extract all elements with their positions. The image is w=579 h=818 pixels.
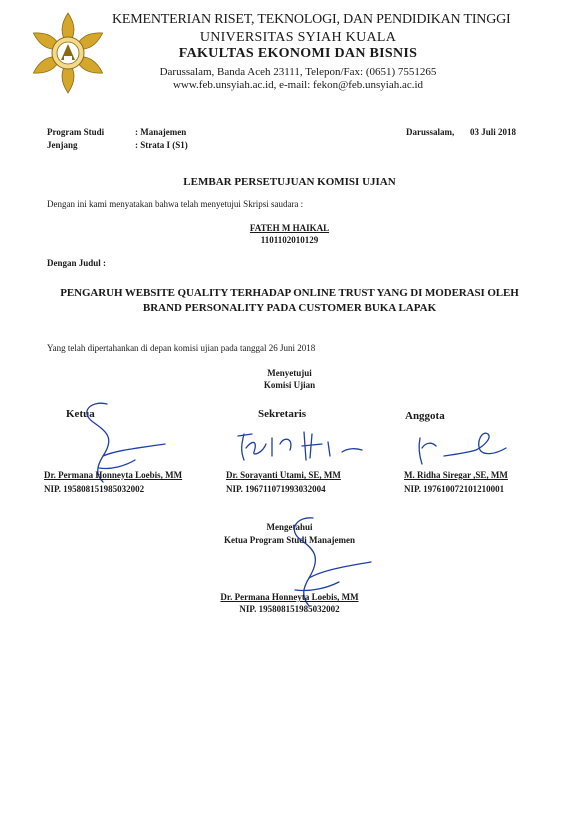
anggota-name: M. Ridha Siregar ,SE, MM	[404, 470, 508, 480]
university-name: UNIVERSITAS SYIAH KUALA	[199, 30, 397, 45]
thesis-title-line1: PENGARUH WEBSITE QUALITY TERHADAP ONLINE TRUST YANG DI MODERASI OLEH	[60, 287, 519, 299]
faculty-name: FAKULTAS EKONOMI DAN BISNIS	[178, 46, 418, 61]
anggota-role: Anggota	[405, 410, 445, 422]
ministry-name: KEMENTERIAN RISET, TEKNOLOGI, DAN PENDIDIKAN TINGGI	[112, 12, 511, 27]
letter-place: Darussalam,	[406, 127, 455, 137]
kaprodi-nip: NIP. 195808151985032002	[239, 604, 340, 614]
faculty-address: Darussalam, Banda Aceh 23111, Telepon/Fax: (0651) 7551265	[159, 66, 437, 78]
sekretaris-signature	[232, 426, 367, 466]
ketua-name: Dr. Permana Honneyta Loebis, MM	[44, 470, 183, 480]
letter-date: 03 Juli 2018	[470, 127, 517, 137]
level-value: : Strata I (S1)	[135, 140, 188, 150]
anggota-nip: NIP. 197610072101210001	[404, 484, 505, 494]
faculty-website: www.feb.unsyiah.ac.id, e-mail: fekon@feb.unsyiah.ac.id	[172, 79, 424, 91]
judul-label: Dengan Judul :	[47, 258, 107, 268]
defended-text: Yang telah dipertahankan di depan komisi ujian pada tanggal 26 Juni 2018	[47, 343, 316, 353]
thesis-title-line2: BRAND PERSONALITY PADA CUSTOMER BUKA LAPAK	[142, 302, 437, 314]
document-title: LEMBAR PERSETUJUAN KOMISI UJIAN	[183, 176, 396, 188]
anggota-signature	[414, 428, 514, 468]
kaprodi-role: Ketua Program Studi Manajemen	[223, 535, 356, 545]
kaprodi-name: Dr. Permana Honneyta Loebis, MM	[220, 592, 359, 602]
sekretaris-name: Dr. Sorayanti Utami, SE, MM	[226, 470, 341, 480]
approve-label: Menyetujui	[267, 368, 312, 378]
ketua-nip: NIP. 195808151985032002	[44, 484, 145, 494]
intro-text: Dengan ini kami menyatakan bahwa telah menyetujui Skripsi saudara :	[47, 199, 304, 209]
ketua-role: Ketua	[66, 408, 95, 420]
program-label: Program Studi	[47, 127, 105, 137]
level-label: Jenjang	[47, 140, 78, 150]
committee-label: Komisi Ujian	[263, 380, 316, 390]
sekretaris-nip: NIP. 196711071993032004	[226, 484, 326, 494]
program-value: : Manajemen	[135, 127, 187, 137]
student-id: 1101102010129	[260, 235, 319, 245]
university-crest-icon	[30, 11, 106, 95]
student-name: FATEH M HAIKAL	[249, 223, 330, 233]
sekretaris-role: Sekretaris	[258, 408, 307, 420]
kaprodi-acknowledge: Mengetahui	[266, 522, 313, 532]
